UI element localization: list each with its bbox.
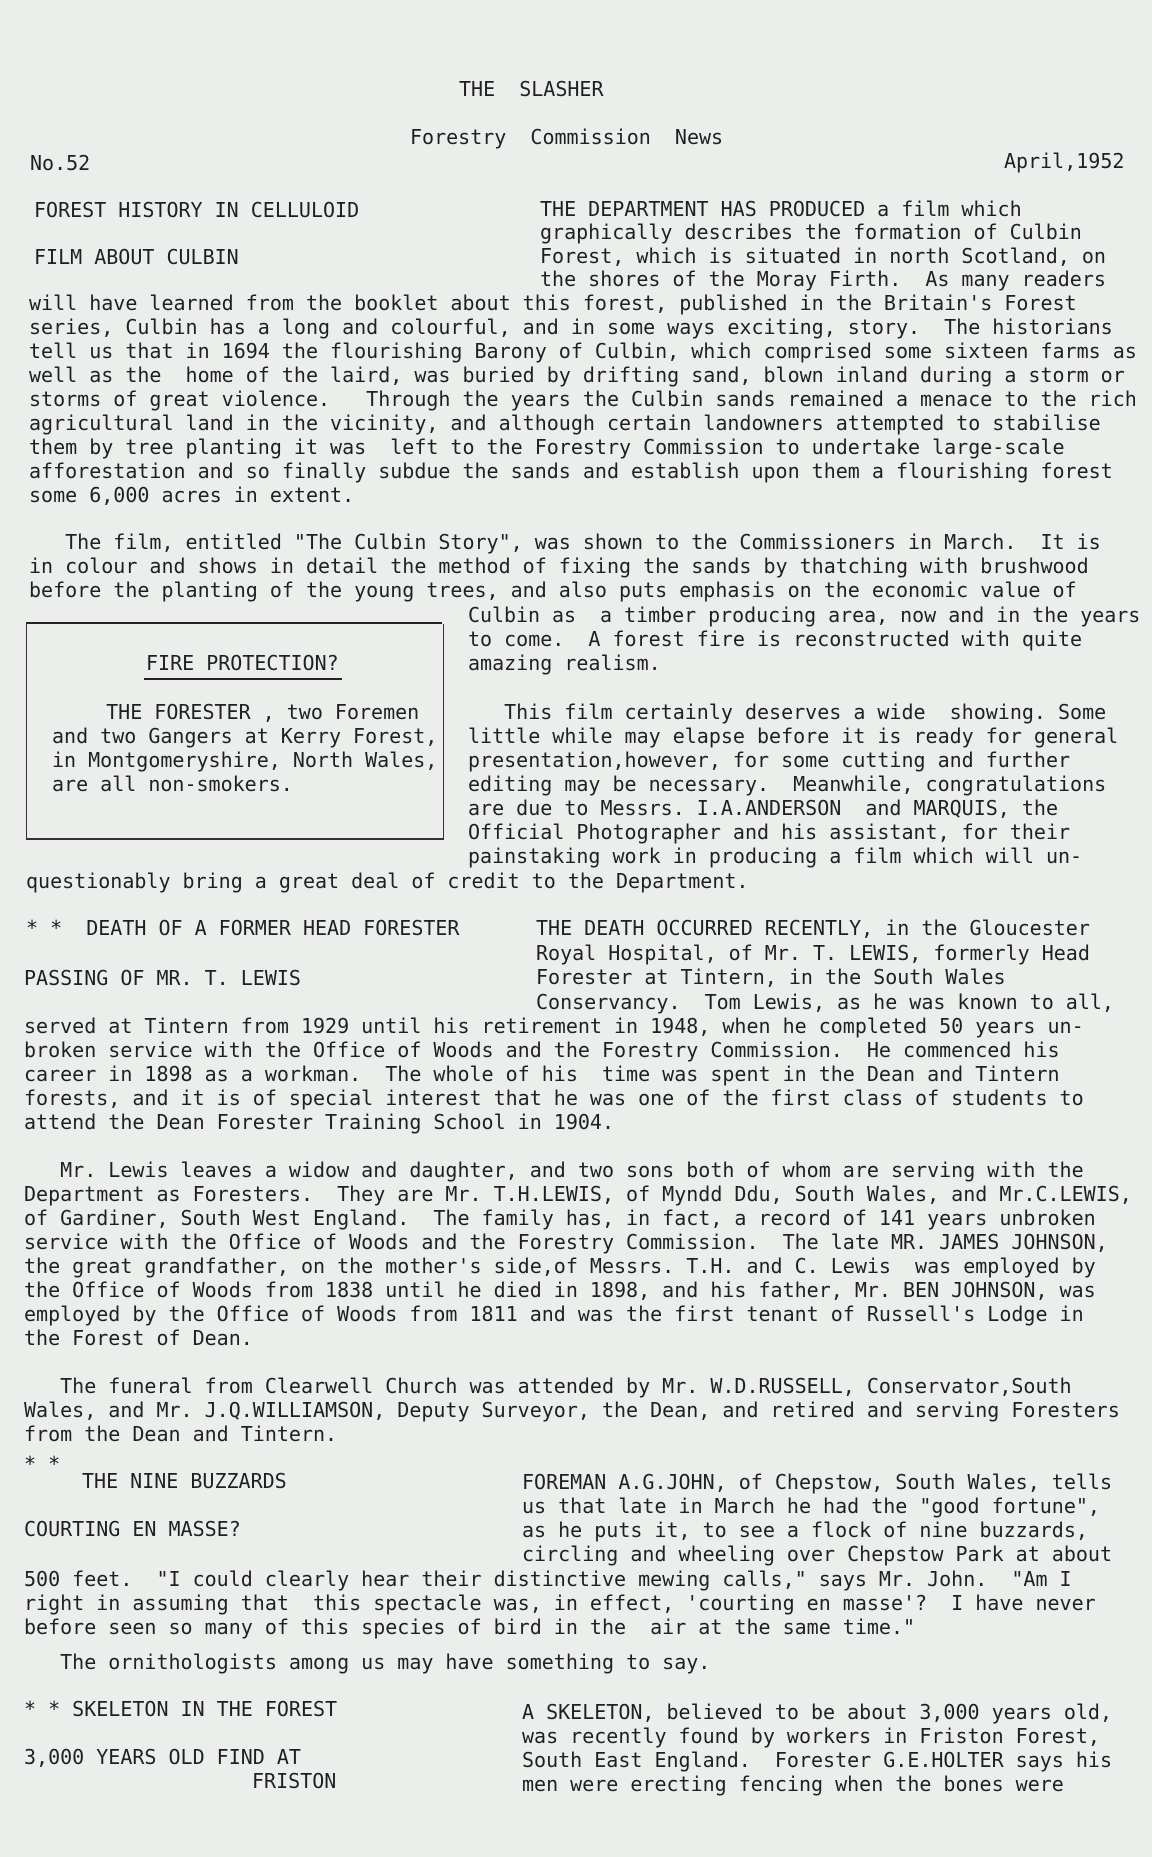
issue-date: April,1952 [1004,149,1125,173]
text-line: amazing realism. [468,651,661,675]
text-line: the Office of Woods from 1838 until he died in 1898, and his father, Mr. BEN JOHNSON, was [24,1278,1096,1302]
text-line: as he puts it, to see a flock of nine buzzards, [522,1518,1088,1542]
text-line: the shores of the Moray Firth. As many readers [540,267,1106,291]
article-heading: THE NINE BUZZARDS [82,1469,287,1493]
article-subheading: 3,000 YEARS OLD FIND AT [24,1745,301,1769]
text-line: THE FORESTER , two Foremen [70,700,420,724]
article-subheading: FILM ABOUT CULBIN [34,245,239,269]
text-line: served at Tintern from 1929 until his retirement in 1948, when he completed 50 years un- [24,1014,1084,1038]
text-line: A SKELETON, believed to be about 3,000 years old, [522,1700,1113,1724]
text-line: Forester at Tintern, in the South Wales [536,965,1006,989]
text-line: the great grandfather, on the mother's side,of Messrs. T.H. and C. Lewis was employed by [24,1254,1096,1278]
text-line: Forest, which is situated in north Scotland, on [540,244,1106,268]
text-line: FOREMAN A.G.JOHN, of Chepstow, South Wales, tells [522,1470,1113,1494]
text-line: questionably bring a great deal of credit to the Department. [26,869,749,893]
article-subheading: COURTING EN MASSE? [24,1517,241,1541]
text-line: painstaking work in producing a film which will un- [468,844,1083,868]
text-line: series, Culbin has a long and colourful, and in some ways exciting, story. The historians [29,315,1113,339]
text-line: graphically describes the formation of Culbin [540,220,1082,244]
text-line: was recently found by workers in Friston Forest, [522,1724,1100,1748]
text-line: some 6,000 acres in extent. [29,483,355,507]
text-line: of Gardiner, South West England. The family has, in fact, a record of 141 years unbroken [24,1206,1096,1230]
text-line: to come. A forest fire is reconstructed with quite [468,627,1083,651]
text-line: Department as Foresters. They are Mr. T.H.LEWIS, of Myndd Ddu, South Wales, and Mr.C.LEWIS, [24,1182,1132,1206]
text-line: attend the Dean Forester Training School in 1904. [24,1110,615,1134]
text-line: presentation,however, for some cutting and further [468,748,1071,772]
text-line: THE DEATH OCCURRED RECENTLY, in the Gloucester [536,916,1090,940]
text-line: well as the home of the laird, was buried by drifting sand, blown inland during a storm or [29,363,1125,387]
text-line: 500 feet. "I could clearly hear their distinctive mewing calls," says Mr. John. "Am I [24,1567,1072,1591]
text-line: employed by the Office of Woods from 1811 and was the first tenant of Russell's Lodge in [24,1302,1084,1326]
text-line: storms of great violence. Through the years the Culbin sands remained a menace to the rich [29,387,1137,411]
text-line: in colour and shows in detail the method of fixing the sands by thatching with brushwood [29,554,1089,578]
text-line: Wales, and Mr. J.Q.WILLIAMSON, Deputy Surveyor, the Dean, and retired and serving Foresters [24,1398,1120,1422]
text-line: career in 1898 as a workman. The whole of his time was spent in the Dean and Tintern [24,1062,1060,1086]
text-line: South East England. Forester G.E.HOLTER says his [522,1748,1113,1772]
text-line: Culbin as a timber producing area, now and in the years [468,603,1141,627]
heading-underline [144,678,342,680]
text-line: The film, entitled "The Culbin Story", was shown to the Commissioners in March. It is [29,530,1101,554]
box-heading: FIRE PROTECTION? [146,651,339,675]
section-stars: * * [24,1452,61,1476]
text-line: are all non-smokers. [52,772,293,796]
text-line: and two Gangers at Kerry Forest, [52,724,438,748]
text-line: right in assuming that this spectacle was, in effect, 'courting en masse'? I have never [24,1591,1096,1615]
article-subheading: PASSING OF MR. T. LEWIS [24,966,301,990]
text-line: in Montgomeryshire, North Wales, [52,748,438,772]
text-line: the Forest of Dean. [24,1326,253,1350]
text-line: Royal Hospital, of Mr. T. LEWIS, formerly Head [536,941,1090,965]
article-heading: * * SKELETON IN THE FOREST [24,1697,338,1721]
text-line: circling and wheeling over Chepstow Park at about [522,1542,1113,1566]
text-line: service with the Office of Woods and the Forestry Commission. The late MR. JAMES JOHNSON, [24,1230,1108,1254]
text-line: agricultural land in the vicinity, and although certain landowners attempted to stabilise [29,411,1101,435]
text-line: before seen so many of this species of bird in the air at the same time." [24,1615,916,1639]
text-line: The ornithologists among us may have something to say. [24,1650,711,1674]
text-line: men were erecting fencing when the bones were [522,1772,1064,1796]
text-line: little while may elapse before it is ready for general [468,724,1119,748]
text-line: them by tree planting it was left to the Forestry Commission to undertake large-scale [29,435,1065,459]
text-line: afforestation and so finally subdue the sands and establish upon them a flourishing forest [29,459,1113,483]
text-line: us that late in March he had the "good fortune", [522,1494,1100,1518]
newsletter-title: THE SLASHER [459,77,604,101]
text-line: will have learned from the booklet about this forest, published in the Britain's Forest [29,291,1077,315]
text-line: Mr. Lewis leaves a widow and daughter, and two sons both of whom are serving with the [24,1158,1084,1182]
text-line: Official Photographer and his assistant, for their [468,820,1071,844]
article-heading: * * DEATH OF A FORMER HEAD FORESTER [26,916,460,940]
text-line: before the planting of the young trees, and also puts emphasis on the economic value of [29,578,1077,602]
text-line: from the Dean and Tintern. [24,1422,338,1446]
text-line: tell us that in 1694 the flourishing Barony of Culbin, which comprised some sixteen farms as [29,339,1137,363]
article-subheading: FRISTON [252,1769,337,1793]
text-line: editing may be necessary. Meanwhile, congratulations [468,772,1107,796]
newsletter-subtitle: Forestry Commission News [410,125,724,149]
text-line: are due to Messrs. I.A.ANDERSON and MARQUIS, the [468,796,1059,820]
text-line: broken service with the Office of Woods and the Forestry Commission. He commenced his [24,1038,1060,1062]
text-line: The funeral from Clearwell Church was attended by Mr. W.D.RUSSELL, Conservator,South [24,1374,1072,1398]
text-line: THE DEPARTMENT HAS PRODUCED a film which [540,197,1022,221]
text-line: Conservancy. Tom Lewis, as he was known to all, [536,990,1114,1014]
text-line: This film certainly deserves a wide showing. Some [468,700,1107,724]
issue-number: No.52 [30,151,91,175]
article-heading: FOREST HISTORY IN CELLULOID [34,198,360,222]
text-line: forests, and it is of special interest that he was one of the first class of students to [24,1086,1084,1110]
